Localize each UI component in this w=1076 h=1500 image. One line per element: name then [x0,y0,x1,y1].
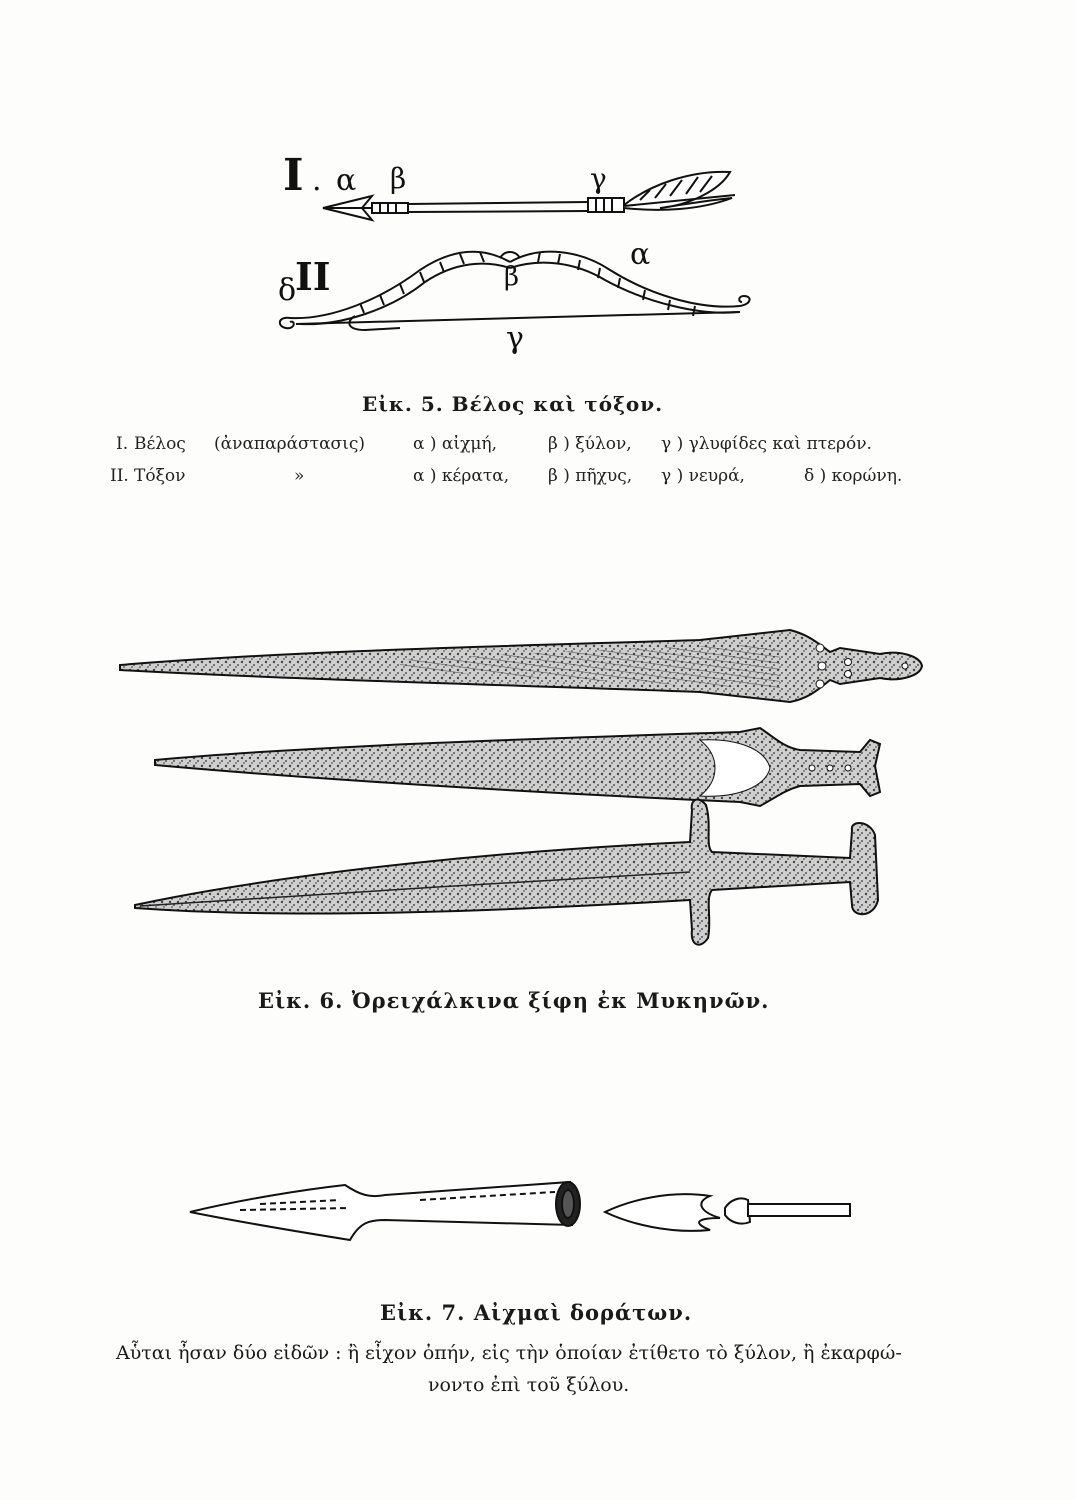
arrow-label-dot: . [312,163,322,198]
figure-6-drawing [0,620,1076,960]
legend-1-term: Βέλος [134,434,186,454]
legend-2-a: α ) κέρατα, [413,466,510,486]
figure-6-caption: Εἰκ. 6. Ὀρειχάλκινα ξίφη ἐκ Μυκηνῶν. [258,988,770,1013]
legend-2-term: Τόξον [134,466,186,486]
spearhead-socketed [190,1182,580,1240]
spearhead-tanged [605,1194,850,1231]
figure-5-legend-row-1 [116,434,1016,460]
legend-2-num: II. [110,466,129,486]
arrow-label-alpha: α [336,163,357,198]
bow-label-beta: β [504,262,520,292]
legend-1-c: γ ) γλυφίδες καὶ πτερόν. [661,434,872,454]
figure-5-caption: Εἰκ. 5. Βέλος καὶ τόξον. [362,392,664,416]
legend-1-a: α ) αἰχμή, [413,434,498,454]
arrow-label-beta: β [390,162,407,195]
legend-2-d: δ ) κορώνη. [804,466,903,486]
figure-7-drawing [0,1160,1076,1280]
bow-label-roman: II [295,254,331,299]
legend-2-b: β ) πῆχυς, [548,466,633,486]
arrow-label-roman: I [283,150,304,201]
sword-2 [155,728,880,806]
figure-5-legend-row-2 [110,466,1016,492]
arrow-drawing [323,172,735,220]
figure-5-drawing [0,0,1076,400]
bow-label-gamma: γ [506,321,524,356]
legend-2-c: γ ) νευρά, [661,466,745,486]
legend-1-desc: (ἀναπαράστασις) [214,434,365,454]
legend-2-desc: » [294,466,305,486]
arrow-label-gamma: γ [590,162,607,195]
figure-7-caption: Εἰκ. 7. Αἰχμαὶ δοράτων. [380,1300,693,1325]
bow-label-delta: δ [278,273,297,308]
sword-1 [120,630,922,702]
figure-7-note-line-1: Αὗται ἦσαν δύο εἰδῶν : ἢ εἶχον ὀπήν, εἰς τὴν ὁποίαν ἐτίθετο τὸ ξύλον, ἢ ἐκαρφώ- [116,1342,902,1364]
bow-label-alpha: α [630,237,651,272]
figure-7-note-line-2: νοντο ἐπὶ τοῦ ξύλου. [428,1374,630,1396]
sword-3 [135,800,878,945]
legend-1-num: I. [116,434,129,454]
legend-1-b: β ) ξύλον, [548,434,632,454]
